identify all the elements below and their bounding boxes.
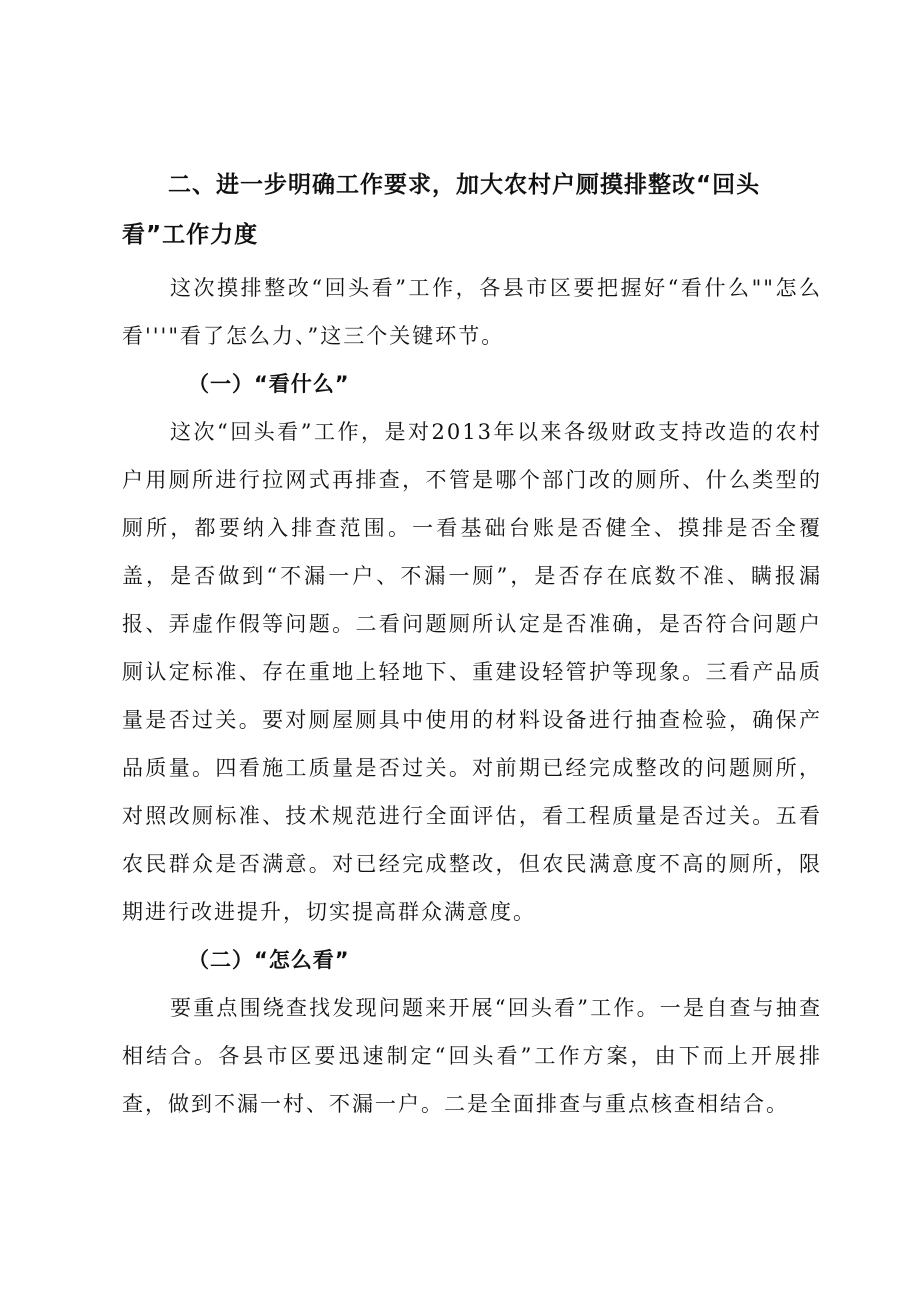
- section-heading: 二、进一步明确工作要求，加大农村户厕摸排整改“回头看”工作力度: [122, 172, 761, 248]
- subsection-2-title: （二）“怎么看”: [188, 948, 350, 972]
- document-body: [122, 160, 822, 1128]
- subsection-1-paragraph: 这次“回头看”工作，是对2013年以来各级财政支持改造的农村户用厕所进行拉网式再排查，不管是哪个部门改的厕所、什么类型的厕所，都要纳入排查范围。一看基础台账是否健全、摸排是否全覆盖，是否做到“不漏一户、不漏一厕”，是否存在底数不准、瞒报漏报、弄虚作假等问题。二看问题厕所认定是否准确，是否符合问题户厕认定标准、存在重地上轻地下、重建设轻管护等现象。三看产品质量是否过关。要对厕屋厕具中使用的材料设备进行抽查检验，确保产品质量。四看施工质量是否过关。对前期已经完成整改的问题厕所，对照改厕标准、技术规范进行全面评估，看工程质量是否过关。五看农民群众是否满意。对已经完成整改，但农民满意度不高的厕所，限期进行改进提升，切实提高群众满意度。: [122, 420, 822, 924]
- intro-paragraph: 这次摸排整改“回头看”工作，各县市区要把握好“看什么""怎么看'''"看了怎么力、”这三个关键环节。: [122, 276, 822, 348]
- subsection-1-title: （一）“看什么”: [188, 372, 350, 396]
- subsection-2-paragraph: 要重点围绕查找发现问题来开展“回头看”工作。一是自查与抽查相结合。各县市区要迅速制定“回头看”工作方案，由下而上开展排查，做到不漏一村、不漏一户。二是全面排查与重点核查相结合。: [122, 996, 822, 1116]
